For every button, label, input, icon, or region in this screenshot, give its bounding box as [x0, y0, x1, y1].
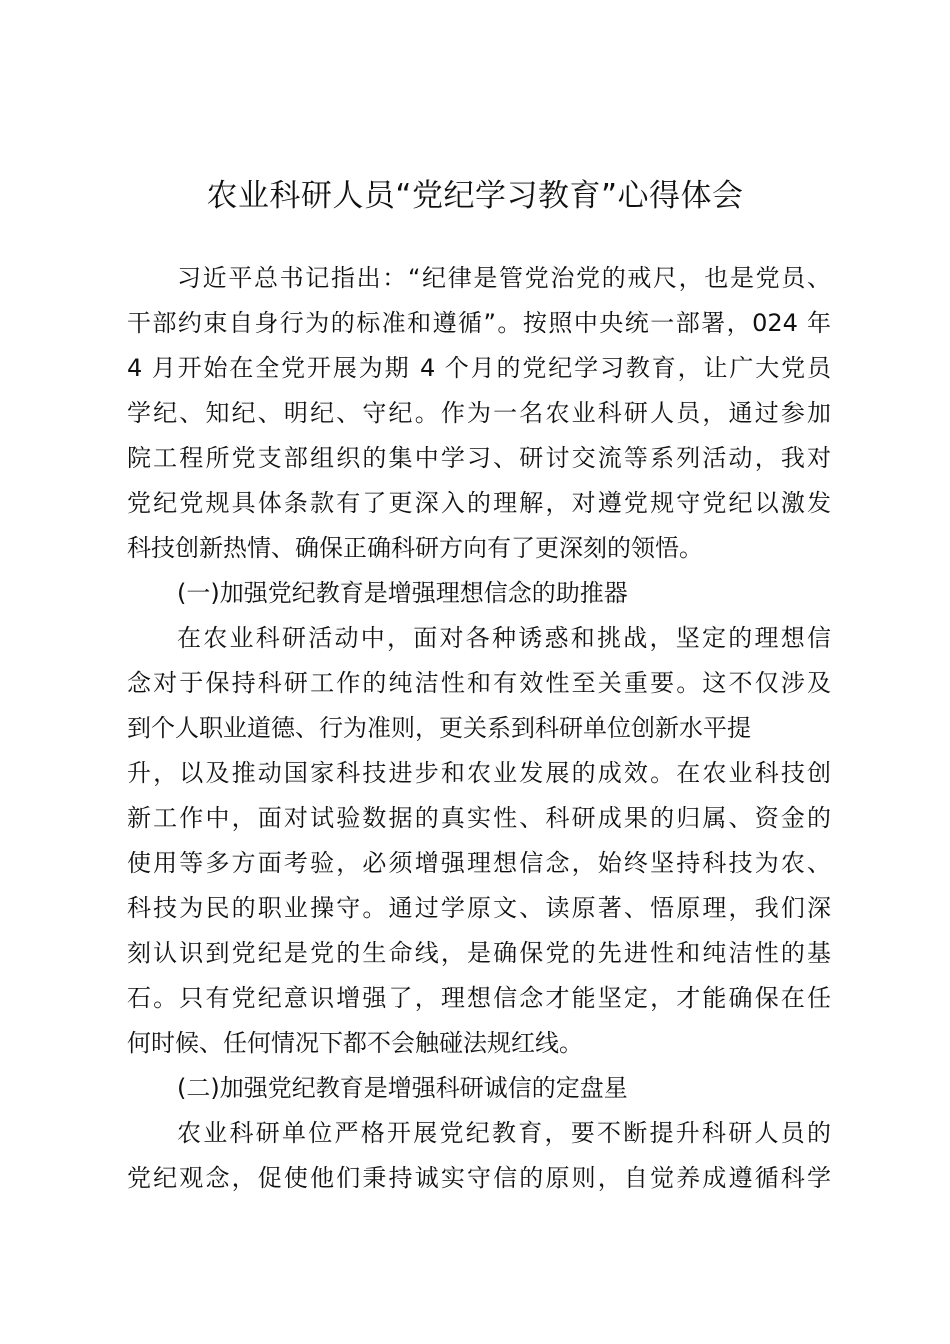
paragraph-line: 新工作中，面对试验数据的真实性、科研成果的归属、资金的 [127, 804, 831, 832]
paragraph-line: 刻认识到党纪是党的生命线，是确保党的先进性和纯洁性的基 [127, 939, 831, 967]
paragraph-line: 习近平总书记指出：“纪律是管党治党的戒尺，也是党员、 [177, 264, 831, 292]
paragraph-line: 石。只有党纪意识增强了，理想信念才能坚定，才能确保在任 [127, 984, 831, 1012]
section-heading: (一)加强党纪教育是增强理想信念的助推器 [177, 579, 628, 607]
paragraph-line: 科技创新热情、确保正确科研方向有了更深刻的领悟。 [127, 534, 703, 562]
paragraph-line: 党纪党规具体条款有了更深入的理解，对遵党规守党纪以激发 [127, 489, 831, 517]
paragraph-line: 到个人职业道德、行为准则，更关系到科研单位创新水平提 [127, 714, 751, 742]
document-title: 农业科研人员“党纪学习教育”心得体会 [206, 178, 744, 214]
paragraph-line: 何时候、任何情况下都不会触碰法规红线。 [127, 1029, 583, 1057]
paragraph-line: 念对于保持科研工作的纯洁性和有效性至关重要。这不仅涉及 [127, 669, 831, 697]
paragraph-line: 在农业科研活动中，面对各种诱惑和挑战，坚定的理想信 [177, 624, 831, 652]
paragraph-line: 升，以及推动国家科技进步和农业发展的成效。在农业科技创 [127, 759, 831, 787]
paragraph-line: 院工程所党支部组织的集中学习、研讨交流等系列活动，我对 [127, 444, 831, 472]
paragraph-line: 科技为民的职业操守。通过学原文、读原著、悟原理，我们深 [127, 894, 831, 922]
paragraph-line: 党纪观念，促使他们秉持诚实守信的原则，自觉养成遵循科学 [127, 1164, 831, 1192]
paragraph-line: 干部约束自身行为的标准和遵循”。按照中央统一部署，024 年 [127, 309, 831, 337]
section-heading: (二)加强党纪教育是增强科研诚信的定盘星 [177, 1074, 628, 1102]
paragraph-line: 学纪、知纪、明纪、守纪。作为一名农业科研人员，通过参加 [127, 399, 831, 427]
paragraph-line: 4 月开始在全党开展为期 4 个月的党纪学习教育，让广大党员 [127, 354, 831, 382]
paragraph-line: 农业科研单位严格开展党纪教育，要不断提升科研人员的 [177, 1119, 831, 1147]
paragraph-line: 使用等多方面考验，必须增强理想信念，始终坚持科技为农、 [127, 849, 831, 877]
